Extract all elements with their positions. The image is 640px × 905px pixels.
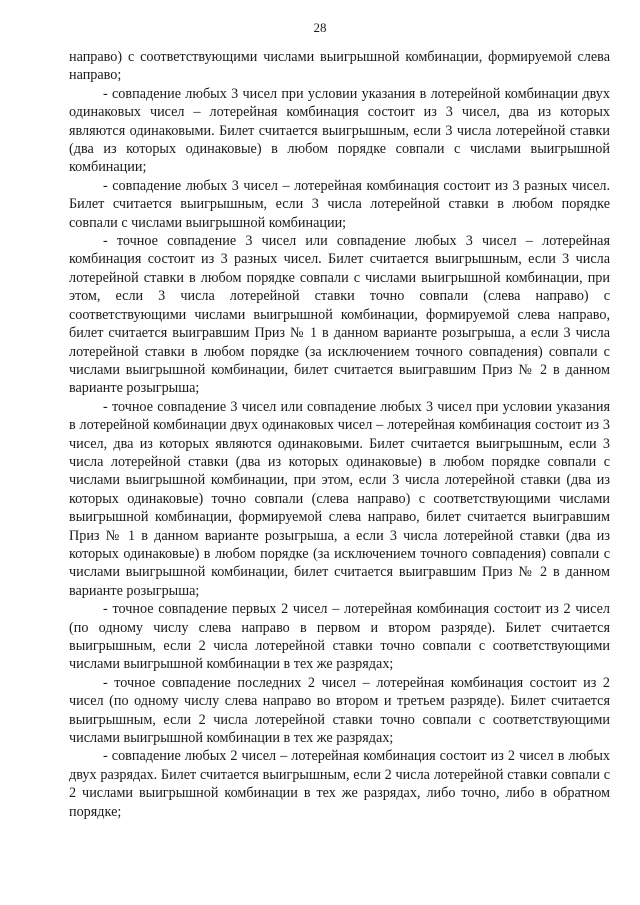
paragraph-exact-or-any-3: - точное совпадение 3 чисел или совпадение любых 3 чисел – лотерейная комбинация состоит из 3 разных чисел. Билет считается выигрышным, если 3 числа лотерейной ставки в любом порядке совпали с числами выигрышной комбинации, при этом, если 3 числа лотерейной ставки точно совпали (слева направо) с соответствующими числами выигрышной комбинации, формируемой слева направо, билет считается выигравшим Приз № 1 в данном варианте розыгрыша, а если 3 числа лотерейной ставки в любом порядке (за исключением точного совпадения) совпали с числами выигрышной комбинации, билет считается выигравшим Приз № 2 в данном варианте розыгрыша; [69,233,610,397]
paragraph-continuation: направо) с соответствующими числами выигрышной комбинации, формируемой слева направо; [69,49,610,84]
paragraph-exact-first-2: - точное совпадение первых 2 чисел – лотерейная комбинация состоит из 2 чисел (по одному числу слева направо в первом и втором разряде). Билет считается выигрышным, если 2 числа лотерейной ставки точно совпали с соответствующими числами выигрышной комбинации в тех же разрядах; [69,601,610,673]
page-number: 28 [313,20,327,35]
paragraph-exact-last-2: - точное совпадение последних 2 чисел – лотерейная комбинация состоит из 2 чисел (по одному числу слева направо во втором и третьем разряде). Билет считается выигрышным, если 2 числа лотерейной ставки точно совпали с соответствующими числами выигрышной комбинации в тех же разрядах; [69,674,610,747]
paragraph-exact-or-any-3-with-duplicates: - точное совпадение 3 чисел или совпадение любых 3 чисел при условии указания в лотерейной комбинации двух одинаковых чисел – лотерейная комбинация состоит из 3 чисел, два из которых являются одинаковыми. Билет считается выигрышным, если 3 числа лотерейной ставки (два из которых одинаковые) в любом порядке совпали с числами выигрышной комбинации, при этом, если 3 числа лотерейной ставки (два из которых одинаковые) точно совпали (слева направо) с соответствующими числами выигрышной комбинации, формируемой слева направо, билет считается выигравшим Приз № 1 в данном варианте розыгрыша, а если 3 числа лотерейной ставки (два из которых одинаковые) в любом порядке (за исключением точного совпадения) совпали с числами выигрышной комбинации, билет считается выигравшим Приз № 2 в данном варианте розыгрыша; [69,398,610,599]
paragraph-any-2: - совпадение любых 2 чисел – лотерейная комбинация состоит из 2 чисел в любых двух разрядах. Билет считается выигрышным, если 2 числа лотерейной ставки совпали с 2 числами выигрышной комбинации в тех же разрядах, либо точно, либо в обратном порядке; [69,748,610,820]
paragraph-any-3-distinct: - совпадение любых 3 чисел – лотерейная комбинация состоит из 3 разных чисел. Билет считается выигрышным, если 3 числа лотерейной ставки в любом порядке совпали с числами выигрышной комбинации; [69,177,610,231]
paragraph-any-3-with-duplicates: - совпадение любых 3 чисел при условии указания в лотерейной комбинации двух одинаковых чисел – лотерейная комбинация состоит из 3 чисел, два из которых являются одинаковыми. Билет считается выигрышным, если 3 числа лотерейной ставки (два из которых одинаковые) в любом порядке совпали с числами выигрышной комбинации; [69,85,610,176]
document-body [69,48,610,821]
